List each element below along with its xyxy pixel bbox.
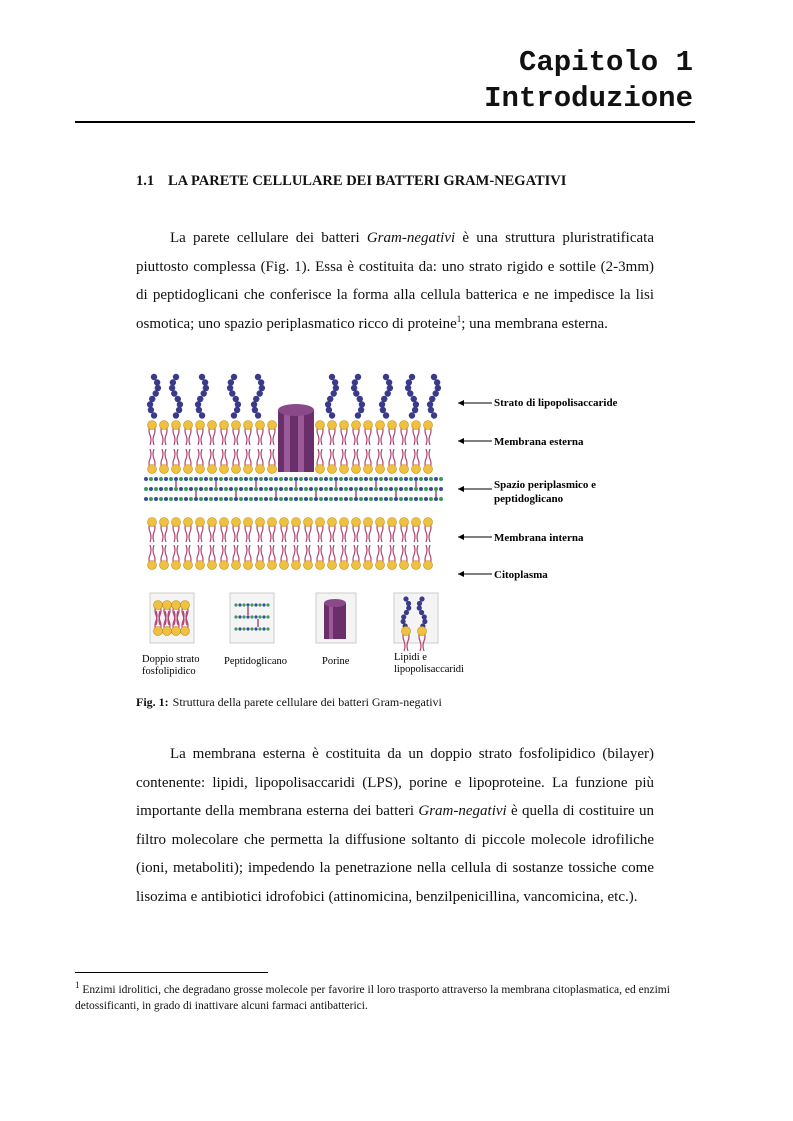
label-cytoplasm: Citoplasma — [494, 569, 548, 581]
paragraph-1 — [136, 224, 654, 338]
label-lps: Strato di lipopolisaccaride — [494, 397, 618, 409]
porin-drawing — [278, 404, 314, 472]
legend-label-lps-1: Lipidi e — [394, 652, 427, 663]
legend-label-bilayer-2: fosfolipidico — [142, 666, 196, 677]
footnote-number: 1 — [75, 980, 80, 991]
legend-label-lps-2: lipopolisaccaridi — [394, 664, 464, 675]
label-outer-membrane: Membrana esterna — [494, 436, 584, 448]
legend-label-porin: Porine — [322, 656, 350, 667]
paragraph-2 — [136, 740, 654, 912]
chapter-number: Capitolo 1 — [518, 46, 693, 79]
label-periplasm-2: peptidoglicano — [494, 493, 564, 505]
p1-text-c: ; una membrana esterna. — [461, 315, 608, 332]
footnote-text: Enzimi idrolitici, che degradano grosse molecole per favorire il loro trasporto attraverso la membrana citoplasmatica, ed enzimi detossificanti, in grado di inattivare alcuni farmaci antibatterici. — [75, 984, 670, 1012]
legend-label-bilayer-1: Doppio strato — [142, 654, 200, 665]
p2-text-b: è quella di costituire un filtro molecolare che permetta la diffusione soltanto di piccole molecole idrofiliche (ioni, metaboliti); impedendo la penetrazione nella cellula di sostanze tossiche come lisozima e antibiotici idrofobici (attinomicina, benzilpenicillina, vancomicina, etc.). — [136, 803, 655, 905]
section-heading — [136, 173, 566, 190]
caption-text: Struttura della parete cellulare dei batteri Gram-negativi — [172, 695, 442, 709]
p2-text-a: La membrana esterna è costituita da un doppio strato fosfolipidico (bilayer) contenente: lipidi, lipopolisaccaridi (LPS), porine e lipoproteine. La funzione più importante della membrana esterna dei batteri — [136, 746, 654, 820]
chapter-title: Introduzione — [484, 82, 693, 115]
figure-caption — [136, 695, 442, 710]
label-inner-membrane: Membrana interna — [494, 532, 584, 544]
p2-emphasis: Gram-negativi — [418, 803, 507, 820]
cell-wall-figure — [136, 365, 636, 687]
chapter-rule — [75, 121, 695, 123]
p1-emphasis: Gram-negativi — [366, 230, 456, 246]
section-number: 1.1 — [136, 173, 155, 189]
caption-label: Fig. 1: — [136, 695, 169, 709]
footnote — [75, 982, 715, 1014]
p1-text-b: è una struttura pluristratificata piuttosto complessa (Fig. 1). Essa è costituita da: uno strato rigido e sottile (2-3mm) di peptidoglicani che conferisce la forma alla cellula batterica e ne impedisce la lisi osmotica; uno spazio periplasmatico ricco di proteine — [136, 230, 654, 332]
label-periplasm-1: Spazio periplasmico e — [494, 479, 597, 491]
footnote-ref[interactable]: 1 — [456, 313, 462, 324]
section-title: LA PARETE CELLULARE DEI BATTERI GRAM-NEGATIVI — [168, 173, 567, 189]
legend-label-peptidoglycan: Peptidoglicano — [224, 656, 287, 667]
p1-text-a: La parete cellulare dei batteri — [170, 230, 367, 246]
footnote-rule — [75, 972, 268, 973]
legend-porin-icon — [324, 599, 346, 639]
